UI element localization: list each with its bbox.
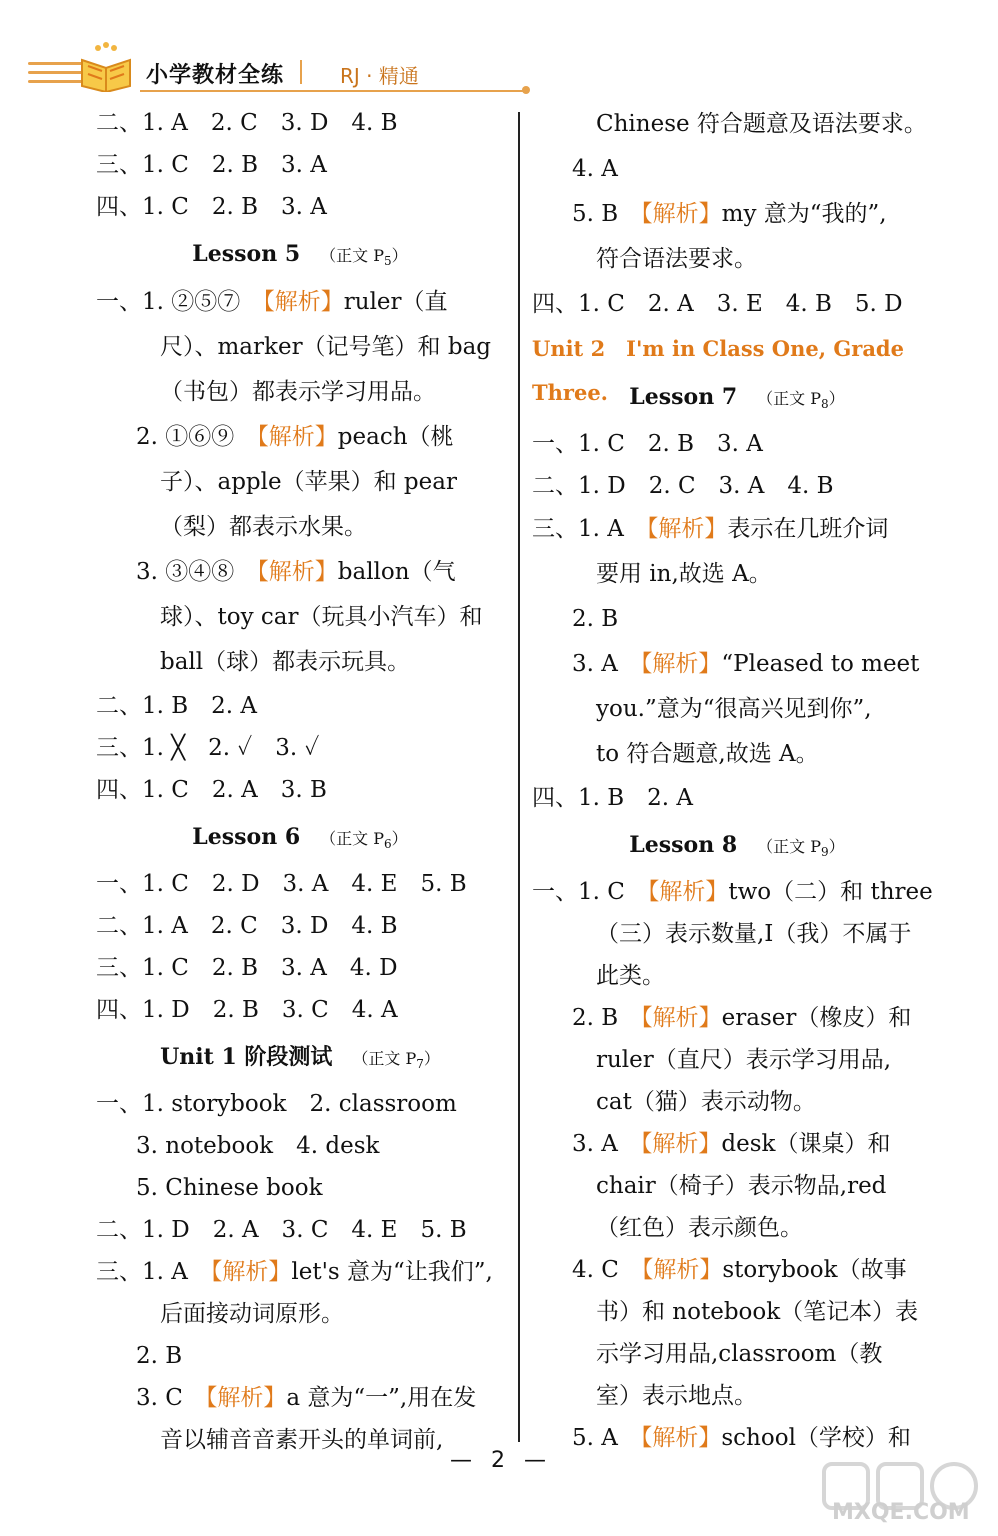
answer-line: 四、1. B 2. A (532, 785, 694, 811)
answer-line: 3. notebook 4. desk (136, 1133, 380, 1159)
answer-line: 5. Chinese book (136, 1175, 323, 1201)
open-book-icon (78, 42, 134, 92)
page-reference: （正文 $P_6$） (320, 829, 408, 852)
lesson-title: Lesson 5 (192, 241, 301, 267)
answer-line: you.”意为“很高兴见到你”, (596, 696, 872, 722)
answer-line: 室）表示地点。 (596, 1383, 757, 1409)
answer-line: 此类。 (596, 963, 665, 989)
analysis-tag: 【解析】 (257, 559, 338, 585)
page-number: — 2 — (450, 1448, 552, 1473)
answer-line: 2. B (136, 1343, 183, 1369)
test-title: Unit 1 阶段测试 (160, 1044, 333, 1070)
analysis-tag: 【解析】 (641, 1257, 723, 1283)
answer-line: chair（椅子）表示物品,red (596, 1173, 887, 1199)
answer-line: 四、1. C 2. A 3. E 4. B 5. D (532, 291, 903, 317)
left-column (96, 102, 504, 1461)
answer-line: 球）、toy car（玩具小汽车）和 (160, 604, 483, 630)
answer-line: （梨）都表示水果。 (160, 514, 367, 540)
answer-line: 3. A 【解析】“Pleased to meet (572, 651, 920, 677)
answer-line: 二、1. B 2. A (96, 693, 258, 719)
answer-line: 二、1. D 2. C 3. A 4. B (532, 473, 834, 499)
page-reference: （正文 $P_7$） (352, 1049, 440, 1072)
watermark-text: MXQE.COM (832, 1500, 970, 1525)
answer-line: 4. A (572, 156, 618, 182)
answer-line: 一、1. storybook 2. classroom (96, 1091, 457, 1117)
answer-line: 后面接动词原形。 (160, 1301, 344, 1327)
page-header (0, 0, 998, 100)
analysis-tag: 【解析】 (263, 289, 344, 315)
analysis-tag: 【解析】 (205, 1385, 287, 1411)
answer-line: 四、1. D 2. B 3. C 4. A (96, 997, 398, 1023)
answer-line: 子）、apple（苹果）和 pear (160, 469, 457, 495)
header-rule-dot (522, 86, 530, 94)
answer-line: 尺）、marker（记号笔）和 bag (160, 334, 492, 360)
answer-line: Chinese 符合题意及语法要求。 (596, 111, 927, 137)
lesson-title: Lesson 8 (629, 832, 738, 858)
answer-line: 2. B (572, 606, 619, 632)
header-rule (140, 90, 525, 92)
answer-line: 3. C 【解析】a 意为“一”,用在发 (136, 1385, 477, 1411)
answer-line: 2. ①⑥⑨ 【解析】peach（桃 (136, 424, 454, 450)
answer-line: （书包）都表示学习用品。 (160, 379, 436, 405)
answer-line: （红色）表示颜色。 (596, 1215, 803, 1241)
lesson-title: Lesson 7 (629, 384, 738, 410)
analysis-tag: 【解析】 (640, 1131, 722, 1157)
analysis-tag: 【解析】 (640, 1425, 722, 1451)
answer-line: 四、1. C 2. A 3. B (96, 777, 327, 803)
answer-line: 2. B 【解析】eraser（橡皮）和 (572, 1005, 912, 1031)
page-reference: （正文 $P_9$） (757, 837, 845, 860)
lesson-heading (96, 228, 504, 280)
series-title: 小学教材全练 (146, 63, 285, 88)
answer-line: 二、1. A 2. C 3. D 4. B (96, 110, 398, 136)
answer-line: 5. B 【解析】my 意为“我的”, (572, 201, 887, 227)
answer-line: 二、1. A 2. C 3. D 4. B (96, 913, 398, 939)
analysis-tag: 【解析】 (210, 1259, 292, 1285)
right-column (532, 102, 942, 1459)
answer-line: ball（球）都表示玩具。 (160, 649, 411, 675)
lesson-heading (532, 819, 942, 871)
answer-line: cat（猫）表示动物。 (596, 1089, 816, 1115)
analysis-tag: 【解析】 (641, 201, 722, 227)
answer-line: 4. C 【解析】storybook（故事 (572, 1257, 907, 1283)
answer-line: 三、1. A 【解析】表示在几班介词 (532, 516, 889, 542)
answer-line: 四、1. C 2. B 3. A (96, 194, 327, 220)
answer-line: 一、1. ②⑤⑦ 【解析】ruler（直 (96, 289, 448, 315)
analysis-tag: 【解析】 (646, 516, 728, 542)
page-reference: （正文 $P_5$） (320, 246, 408, 269)
answer-line: 一、1. C 【解析】two（二）和 three (532, 879, 933, 905)
analysis-tag: 【解析】 (640, 651, 722, 677)
header-separator (300, 60, 302, 84)
answer-line: to 符合题意,故选 A。 (596, 741, 819, 767)
analysis-tag: 【解析】 (257, 424, 338, 450)
answer-line: 三、1. C 2. B 3. A (96, 152, 327, 178)
answer-line: 5. A 【解析】school（学校）和 (572, 1425, 911, 1451)
answer-line: 书）和 notebook（笔记本）表 (596, 1299, 919, 1325)
lesson-heading (96, 811, 504, 863)
answer-line: 一、1. C 2. B 3. A (532, 431, 763, 457)
answer-line: 3. ③④⑧ 【解析】ballon（气 (136, 559, 456, 585)
page-reference: （正文 $P_8$） (757, 389, 845, 412)
lesson-title: Lesson 6 (192, 824, 301, 850)
analysis-tag: 【解析】 (647, 879, 729, 905)
answer-line: 示学习用品,classroom（教 (596, 1341, 883, 1367)
answer-line: （三）表示数量,I（我）不属于 (596, 921, 912, 947)
answer-line: 音以辅音音素开头的单词前, (160, 1427, 444, 1453)
answer-line: 二、1. D 2. A 3. C 4. E 5. B (96, 1217, 467, 1243)
answer-line: 三、1. A 【解析】let's 意为“让我们”, (96, 1259, 493, 1285)
analysis-tag: 【解析】 (641, 1005, 722, 1031)
answer-line: 3. A 【解析】desk（课桌）和 (572, 1131, 891, 1157)
column-divider (518, 112, 520, 1442)
answer-line: 符合语法要求。 (596, 246, 757, 272)
edition-code: RJ · 精通 (340, 64, 419, 88)
answer-line: 三、1. ╳ 2. ✓ 3. ✓ (96, 735, 320, 761)
unit-title: Unit 2 I'm in Class One, Grade Three. (532, 336, 904, 405)
answer-line: 一、1. C 2. D 3. A 4. E 5. B (96, 871, 467, 897)
answer-line: ruler（直尺）表示学习用品, (596, 1047, 892, 1073)
answer-line: 要用 in,故选 A。 (596, 561, 772, 587)
test-heading (96, 1031, 504, 1083)
answer-line: 三、1. C 2. B 3. A 4. D (96, 955, 398, 981)
